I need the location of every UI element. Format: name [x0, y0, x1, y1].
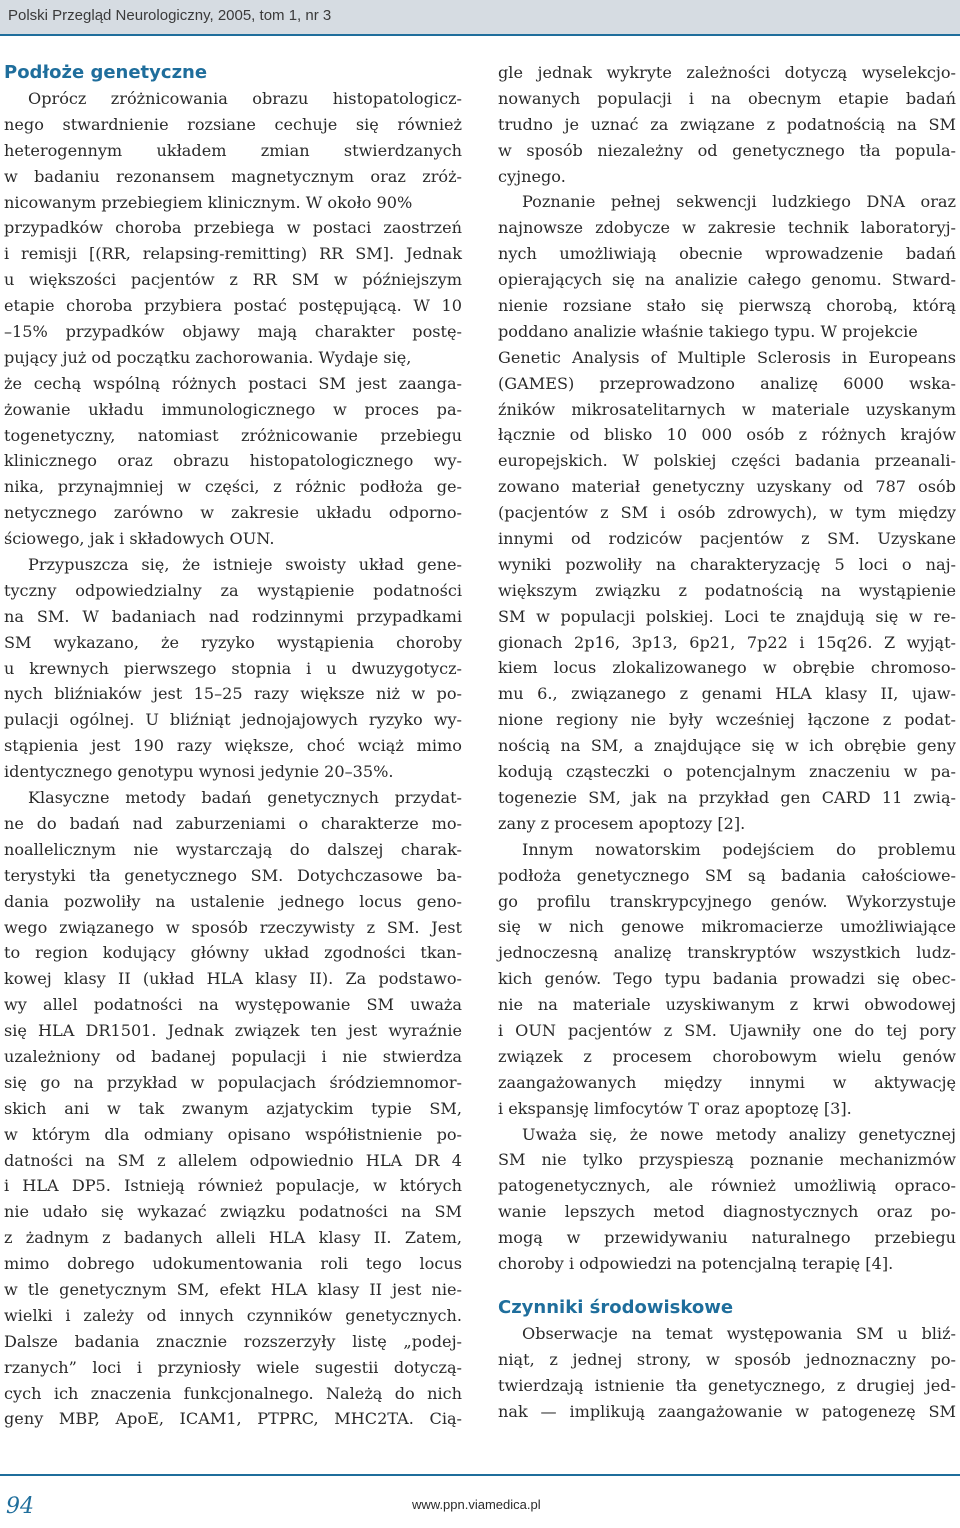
text-line: że cechą wspólną różnych postaci SM jest zaanga- [4, 373, 462, 393]
text-line: heterogennym układem zmian stwierdzanych [4, 140, 462, 160]
text-line: poddano analizie właśnie takiego typu. W projekcie [498, 321, 918, 341]
text-line: przypadków choroba przebiega w postaci zaostrzeń [4, 218, 462, 238]
text-line: etapie choroba przybiera postać postępującą. W 10 [4, 296, 462, 316]
text-line: nych umożliwiają obecnie wprowadzenie badań [498, 244, 956, 264]
text-line: klinicznego oraz obrazu histopatologicznego wy- [4, 451, 462, 471]
text-line: uzależniony od badanej populacji i nie stwierdza [4, 1046, 462, 1066]
text-line: u większości pacjentów z RR SM w późniejszym [4, 270, 462, 290]
text-line: zaangażowanych między innymi w aktywację [498, 1072, 956, 1092]
text-line: patogenetycznych, ale również umożliwią opraco- [498, 1176, 956, 1196]
text-line: większym związku z podatnością na wystąpienie [498, 580, 956, 600]
text-line: i ekspansję limfocytów T oraz apoptozę [3]. [498, 1098, 852, 1118]
text-line: u krewnych pierwszego stopnia i u dwuzygotycz- [4, 658, 462, 678]
text-line: togenezie SM, jak na przykład gen CARD 11 zwią- [498, 787, 956, 807]
text-line: wego związanego w sposób rzeczywisty z SM. Jest [4, 917, 462, 937]
text-line: wy allel podatności na występowanie SM uważa [4, 995, 462, 1015]
text-line: w tle genetycznym SM, efekt HLA klasy II jest nie- [4, 1279, 462, 1299]
text-line: nowanych populacji i na obecnym etapie badań [498, 88, 956, 108]
text-line: SM nie tylko przyspieszą poznanie mechanizmów [498, 1150, 956, 1170]
text-line: opierających się na analizie całego genomu. Stward- [498, 270, 956, 290]
text-line: żowanie układu immunologicznego w proces pa- [4, 399, 462, 419]
text-line: Przypuszcza się, że istnieje swoisty układ gene- [28, 555, 462, 575]
text-line: podłoża genetycznego SM są badania całościowe- [498, 865, 956, 885]
text-line: to region kodujący główny układ zgodności tkan- [4, 943, 462, 963]
text-line: na SM. W badaniach nad rodzinnymi przypadkami [4, 606, 462, 626]
text-line: ściowego, jak i składowych OUN. [4, 529, 275, 549]
text-line: zany z procesem apoptozy [2]. [498, 813, 746, 833]
text-line: Innym nowatorskim podejściem do problemu [522, 839, 956, 859]
text-line: Uważa się, że nowe metody analizy genetycznej [522, 1124, 956, 1144]
text-line: nie udało się wykazać związku podatności na SM [4, 1202, 462, 1222]
text-line: –15% przypadków objawy mają charakter postę- [4, 322, 462, 342]
text-line: Obserwacje na temat występowania SM u bliź- [522, 1323, 956, 1343]
text-line: choroby i odpowiedzi na potencjalną terapię [4]. [498, 1253, 894, 1273]
text-line: nicowanym przebiegiem klinicznym. W około 90% [4, 192, 413, 212]
text-line: nie na materiale uzyskiwanym z krwi obwodowej [498, 995, 956, 1015]
text-line: stąpienia jest 190 razy większe, choć wciąż mimo [4, 736, 462, 756]
footer-divider [0, 1474, 960, 1476]
text-line: wanie lepszych metod diagnostycznych oraz po- [498, 1202, 956, 1222]
text-line: tyczny odpowiedzialny za wystąpienie podatności [4, 580, 462, 600]
text-line: skich ani w tak zwanym azjatyckim typie SM, [4, 1098, 462, 1118]
text-line: nienie rozsiane stało się pierwszą chorobą, którą [498, 296, 956, 316]
text-line: gle jednak wykryte zależności dotyczą wyselekcjo- [498, 63, 956, 82]
footer-url: www.ppn.viamedica.pl [412, 1497, 541, 1512]
text-line: Genetic Analysis of Multiple Sclerosis in Europeans [498, 347, 956, 367]
text-line: z żadnym z badanych alleli HLA klasy II. Zatem, [4, 1228, 462, 1248]
text-line: togenetyczny, natomiast zróżnicowanie przebiegu [4, 425, 462, 445]
text-line: w badaniu rezonansem magnetycznym oraz zróż- [4, 166, 462, 186]
text-line: Dalsze badania znacznie rozszerzyły listę „podej- [4, 1331, 462, 1351]
text-line: związek z procesem chorobowym wielu genów [498, 1046, 956, 1066]
text-line: i OUN pacjentów z SM. Ujawniły one do tej pory [498, 1020, 956, 1040]
left-column-body [4, 86, 462, 1432]
text-line: europejskich. W polskiej części badania przeanali- [498, 451, 956, 471]
text-line: cyjnego. [498, 166, 566, 186]
text-line: kich genów. Tego typu badania prowadzi się obec- [498, 969, 956, 989]
text-line: Klasyczne metody badań genetycznych przydat- [28, 788, 462, 808]
text-line: go profilu transkrypcyjnego genów. Wykorzystuje [498, 891, 956, 911]
text-line: cych ich znaczenia funkcjonalnego. Należą do nich [4, 1383, 462, 1403]
text-line: nością na SM, a znajdujące się w ich obrębie geny [498, 736, 956, 756]
text-line: mimo dobrego udokumentowania roli tego locus [4, 1254, 462, 1274]
page-number: 94 [6, 1494, 34, 1519]
text-line: ne do badań nad zaburzeniami o charakterze mo- [4, 813, 462, 833]
text-line: najnowsze zdobycze w zakresie technik laboratoryj- [498, 218, 956, 238]
text-line: i HLA DP5. Istnieją również populacje, w których [4, 1176, 462, 1196]
text-line: łącznie od blisko 10 000 osób z różnych krajów [498, 425, 956, 445]
text-line: się go na przykład w populacjach śródziemnomor- [4, 1072, 462, 1092]
text-line: dania pozwoliły na ustalenie jednego locus geno- [4, 891, 462, 911]
text-line: kowej klasy II (układ HLA klasy II). Za podstawo- [4, 969, 462, 989]
journal-header [0, 0, 960, 36]
section-heading-genetic: Podłoże genetyczne [4, 62, 208, 83]
text-line: gionach 2p16, 3p13, 6p21, 7p22 i 15q26. Z wyjąt- [498, 632, 956, 652]
text-line: nak — implikują zaangażowanie w patogenezę SM [498, 1401, 956, 1421]
right-column-body [498, 60, 956, 1277]
text-line: identycznego genotypu wynosi jedynie 20–35%. [4, 762, 394, 782]
text-line: jednoczesną analizę transkryptów wszystkich ludz- [498, 943, 956, 963]
text-line: rzanych” loci i przyniosły wiele sugestii dotyczą- [4, 1357, 462, 1377]
text-line: nego stwardnienie rozsiane cechuje się również [4, 114, 462, 134]
text-line: datności na SM z allelem odpowiednio HLA DR 4 [4, 1150, 462, 1170]
text-line: innymi od rodziców pacjentów z SM. Uzyskane [498, 529, 956, 549]
text-line: SM w populacji polskiej. Loci te znajdują się w re- [498, 606, 956, 626]
text-line: wielki i zależy od innych czynników genetycznych. [4, 1305, 462, 1325]
text-line: w którym dla odmiany opisano współistnienie po- [4, 1124, 462, 1144]
text-line: kiem locus zlokalizowanego w obrębie chromoso- [498, 658, 956, 678]
text-line: i remisji [(RR, relapsing-remitting) RR SM]. Jednak [4, 244, 462, 264]
right-column-body-2 [498, 1321, 956, 1425]
text-line: niąt, z jednej strony, w sposób jednoznaczny po- [498, 1349, 956, 1369]
text-line: trudno je uznać za związane z podatnością na SM [498, 114, 956, 134]
text-line: się w nich genowe mikromacierze umożliwiające [498, 917, 956, 937]
text-line: nione regiony nie były wcześniej łączone z podat- [498, 710, 956, 730]
section-heading-environmental: Czynniki środowiskowe [498, 1296, 734, 1318]
text-line: nika, przynajmniej w części, z różnic podłoża ge- [4, 477, 462, 497]
text-line: Oprócz zróżnicowania obrazu histopatologicz- [28, 89, 462, 108]
text-line: (pacjentów z SM i osób zdrowych), w tym między [498, 503, 956, 523]
text-line: noallelicznym nie wystarczają do dalszej charak- [4, 839, 462, 859]
text-line: twierdzają istnienie tła genetycznego, z drugiej jed- [498, 1375, 956, 1395]
text-line: pujący już od początku zachorowania. Wydaje się, [4, 347, 412, 367]
text-line: Poznanie pełnej sekwencji ludzkiego DNA oraz [522, 192, 956, 212]
text-line: mogą w przewidywaniu naturalnego przebiegu [498, 1228, 956, 1248]
text-line: geny MBP, ApoE, ICAM1, PTPRC, MHC2TA. Cią- [4, 1409, 462, 1429]
text-line: mu 6., związanego z genami HLA klasy II, ujaw- [498, 684, 956, 704]
journal-title: Polski Przegląd Neurologiczny, 2005, tom 1, nr 3 [8, 7, 332, 24]
left-column [4, 60, 462, 1432]
text-line: SM wykazano, że ryzyko wystąpienia choroby [4, 632, 462, 652]
right-column [498, 60, 956, 1424]
text-line: netycznego zarówno w zakresie układu odporno- [4, 503, 462, 523]
text-line: źników mikrosatelitarnych w materiale uzyskanym [498, 399, 956, 419]
text-line: pulacji ogólnej. U bliźniąt jednojajowych ryzyko wy- [4, 710, 462, 730]
text-line: terystyki tła genetycznego SM. Dotychczasowe ba- [4, 865, 462, 885]
text-line: zowano materiał genetyczny uzyskany od 787 osób [498, 477, 956, 497]
text-line: kodują cząsteczki o potencjalnym znaczeniu w pa- [498, 762, 956, 782]
text-line: się HLA DR1501. Jednak związek ten jest wyraźnie [4, 1021, 462, 1041]
text-line: (GAMES) przeprowadzono analizę 6000 wska- [498, 373, 956, 393]
text-line: w sposób niezależny od genetycznego tła popula- [498, 140, 956, 160]
text-line: wyniki pozwoliły na charakteryzację 5 loci o naj- [498, 554, 956, 574]
text-line: nych bliźniaków jest 15–25 razy większe niż w po- [4, 684, 462, 704]
